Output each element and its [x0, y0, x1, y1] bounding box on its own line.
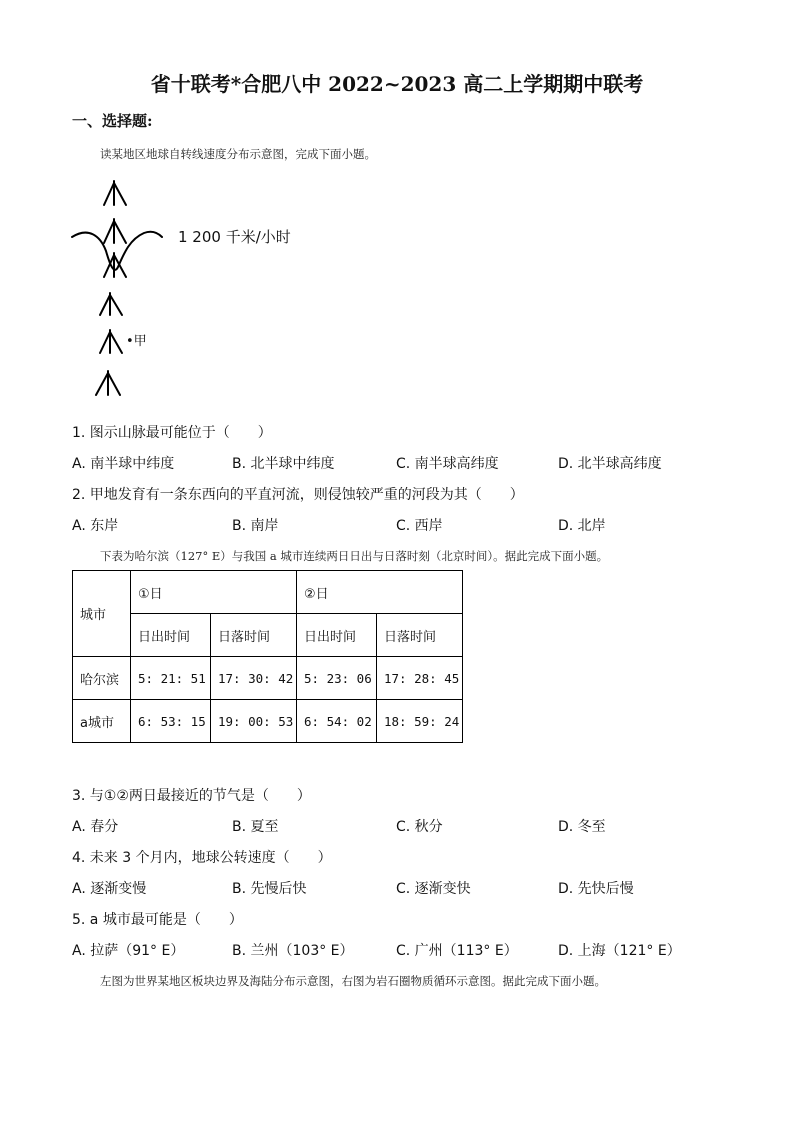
sunrise-sunset-table	[72, 570, 463, 743]
table-subheader: 日出时间	[297, 614, 377, 657]
table-cell-city: 哈尔滨	[73, 657, 131, 700]
intro-text-2: 下表为哈尔滨（127° E）与我国 a 城市连续两日日出与日落时刻（北京时间）。据此完成下面小题。	[100, 549, 609, 563]
arrow-mark-6	[96, 371, 120, 395]
table-row	[73, 657, 463, 700]
q2-option-c[interactable]: C. 西岸	[396, 518, 443, 534]
q4-option-d[interactable]: D. 先快后慢	[558, 881, 634, 897]
q5-option-b[interactable]: B. 兰州（103° E）	[232, 943, 354, 959]
table-header-day1: ①日	[131, 571, 297, 614]
table-cell: 18: 59: 24	[377, 700, 463, 743]
q1-option-b[interactable]: B. 北半球中纬度	[232, 456, 335, 472]
rotation-velocity-diagram	[70, 175, 180, 400]
table-header-row	[73, 571, 463, 614]
table-cell: 6: 54: 02	[297, 700, 377, 743]
table-header-city: 城市	[73, 571, 131, 657]
q5-option-a[interactable]: A. 拉萨（91° E）	[72, 943, 185, 959]
intro-text-1: 读某地区地球自转线速度分布示意图，完成下面小题。	[100, 147, 376, 161]
section-heading: 一、选择题:	[72, 112, 153, 130]
question-2-stem: 2. 甲地发育有一条东西向的平直河流，则侵蚀较严重的河段为其（ ）	[72, 487, 524, 503]
q3-option-a[interactable]: A. 春分	[72, 819, 119, 835]
question-3-stem: 3. 与①②两日最接近的节气是（ ）	[72, 788, 311, 804]
question-5-stem: 5. a 城市最可能是（ ）	[72, 912, 243, 928]
table-cell: 6: 53: 15	[131, 700, 211, 743]
table-cell: 17: 28: 45	[377, 657, 463, 700]
q5-option-d[interactable]: D. 上海（121° E）	[558, 943, 681, 959]
arrow-mark-1	[104, 181, 126, 205]
q4-option-b[interactable]: B. 先慢后快	[232, 881, 307, 897]
q3-option-d[interactable]: D. 冬至	[558, 819, 606, 835]
intro-text-3: 左图为世界某地区板块边界及海陆分布示意图，右图为岩石圈物质循环示意图。据此完成下面小题。	[100, 974, 606, 988]
table-subheader: 日出时间	[131, 614, 211, 657]
table-subheader: 日落时间	[377, 614, 463, 657]
arrow-mark-2	[104, 219, 126, 243]
table-cell: 5: 23: 06	[297, 657, 377, 700]
q1-option-a[interactable]: A. 南半球中纬度	[72, 456, 175, 472]
q2-option-b[interactable]: B. 南岸	[232, 518, 279, 534]
table-cell-city: a城市	[73, 700, 131, 743]
table-header-day2: ②日	[297, 571, 463, 614]
isoline-curve	[72, 232, 162, 270]
point-jia-label: •甲	[126, 334, 147, 349]
arrow-mark-4	[100, 293, 122, 315]
question-4-stem: 4. 未来 3 个月内，地球公转速度（ ）	[72, 850, 332, 866]
table-cell: 5: 21: 51	[131, 657, 211, 700]
q3-option-c[interactable]: C. 秋分	[396, 819, 443, 835]
q4-option-c[interactable]: C. 逐渐变快	[396, 881, 471, 897]
q2-option-a[interactable]: A. 东岸	[72, 518, 119, 534]
question-1-stem: 1. 图示山脉最可能位于（ ）	[72, 425, 272, 441]
q2-option-d[interactable]: D. 北岸	[558, 518, 606, 534]
table-subheader: 日落时间	[211, 614, 297, 657]
table-row	[73, 700, 463, 743]
arrow-mark-5	[100, 330, 122, 353]
table-cell: 17: 30: 42	[211, 657, 297, 700]
table-cell: 19: 00: 53	[211, 700, 297, 743]
q5-option-c[interactable]: C. 广州（113° E）	[396, 943, 518, 959]
q1-option-d[interactable]: D. 北半球高纬度	[558, 456, 662, 472]
isoline-speed-label: 1 200 千米/小时	[178, 228, 291, 246]
table-subheader-row	[73, 614, 463, 657]
q4-option-a[interactable]: A. 逐渐变慢	[72, 881, 147, 897]
q3-option-b[interactable]: B. 夏至	[232, 819, 279, 835]
q1-option-c[interactable]: C. 南半球高纬度	[396, 456, 499, 472]
page-title: 省十联考*合肥八中 2022~2023 高二上学期期中联考	[150, 72, 644, 96]
